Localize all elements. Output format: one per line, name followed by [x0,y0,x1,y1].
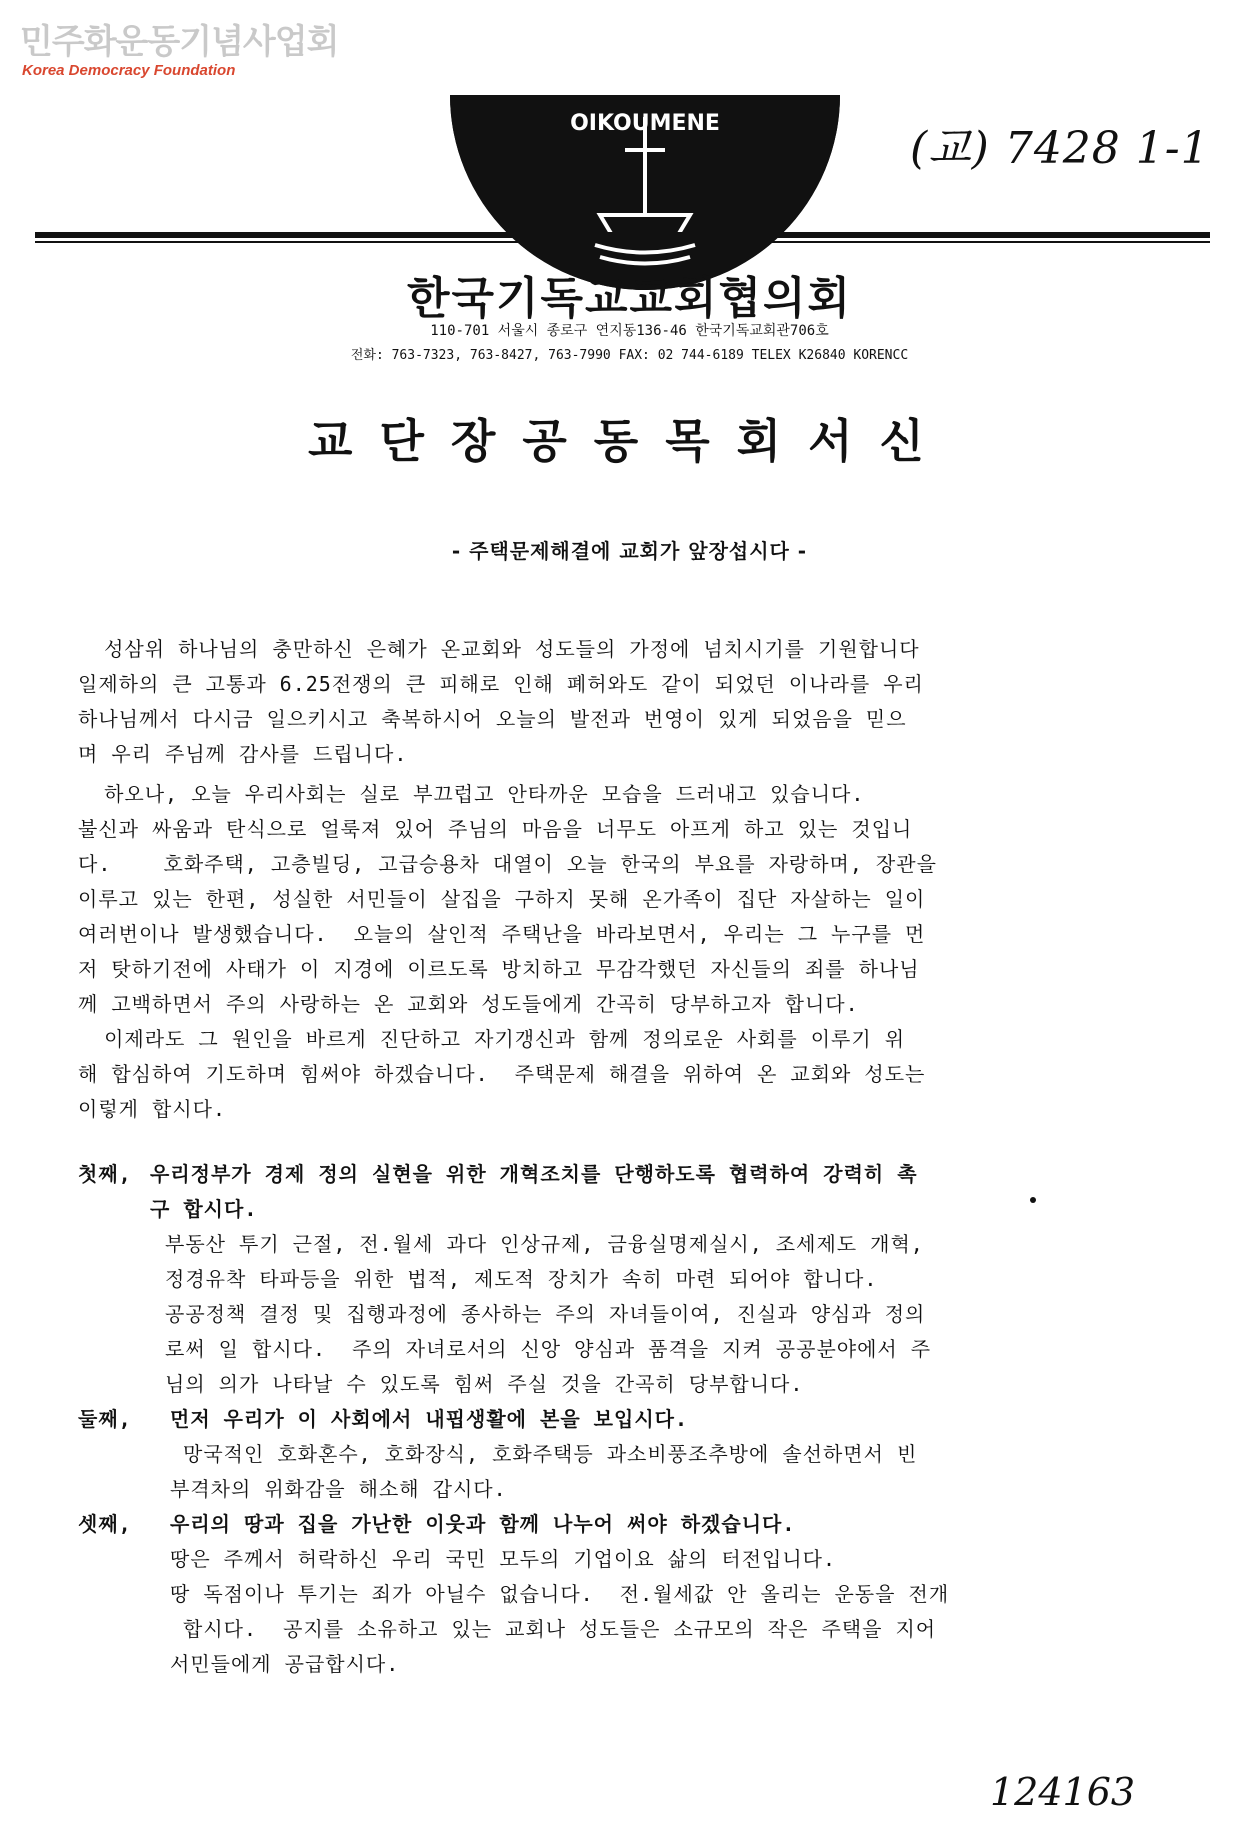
watermark-english: Korea Democracy Foundation [22,62,236,79]
section-1-body-2: 공공정책 결정 및 집행과정에 종사하는 주의 자녀들이여, 진실과 양심과 정의 로써 일 합시다. 주의 자녀로서의 신앙 양심과 품격을 지켜 공공분야에서 주 님의 의가 나타날 수 있도록 힘써 주실 것을 간곡히 당부합니다. [165,1302,932,1396]
organization-name: 한국기독교교회협의회 [406,273,853,324]
section-3-label: 셋째, [78,1512,132,1536]
section-1-label: 첫째, [78,1162,132,1186]
organization-phone: 전화: 763-7323, 763-8427, 763-7990 FAX: 02 744-6189 TELEX K26840 KORENCC [350,348,909,363]
scan-dot [1030,1197,1036,1203]
document-title: 교단장공동목회서신 [308,414,951,468]
watermark-korean: 민주화운동기념사업회 [20,22,339,62]
emblem-text: OIKOUMENE [570,111,720,136]
header-rule [35,232,1210,238]
paragraph-1: 성삼위 하나님의 충만하신 은혜가 온교회와 성도들의 가정에 넘치시기를 기원합니다 일제하의 큰 고통과 6.25전쟁의 큰 피해로 인해 폐허와도 같이 되었던 이나라를 우리 하나님께서 다시금 일으키시고 축복하시어 오늘의 발전과 번영이 있게 되었음을 믿으 며 우리 주님께 감사를 드립니다. [78,637,924,766]
handwritten-document-number: (교) 7428 1-1 [910,123,1210,174]
section-1-body-1: 부동산 투기 근절, 전.월세 과다 인상규제, 금융실명제실시, 조세제도 개혁, 정경유착 타파등을 위한 법적, 제도적 장치가 속히 마련 되어야 합니다. [165,1232,924,1291]
section-1-heading: 우리정부가 경제 정의 실현을 위한 개혁조치를 단행하도록 협력하여 강력히 촉 구 합시다. [150,1162,918,1221]
handwritten-page-number: 124163 [990,1770,1136,1814]
organization-address: 110-701 서울시 종로구 연지동136-46 한국기독교회관706호 [430,323,829,339]
paragraph-2: 하오나, 오늘 우리사회는 실로 부끄럽고 안타까운 모습을 드러내고 있습니다. 불신과 싸움과 탄식으로 얼룩져 있어 주님의 마음을 너무도 아프게 하고 있는 것입니 다. 호화주택, 고층빌딩, 고급승용차 대열이 오늘 한국의 부요를 자랑하며, 장관을 이루고 있는 한편, 성실한 서민들이 살집을 구하지 못해 온가족이 집단 자살하는 일이 여러번이나 발생했습니다. 오늘의 살인적 주택난을 바라보면서, 우리는 그 누구를 먼 저 탓하기전에 사태가 이 지경에 이르도록 방치하고 무감각했던 자신들의 죄를 하나님 께 고백하면서 주의 사랑하는 온 교회와 성도들에게 간곡히 당부하고자 합니다. [78,782,937,1016]
paragraph-3: 이제라도 그 원인을 바르게 진단하고 자기갱신과 함께 정의로운 사회를 이루기 위 해 합심하여 기도하며 힘써야 하겠습니다. 주택문제 해결을 위하여 온 교회와 성도는 이렇게 합시다. [78,1027,926,1121]
section-2-label: 둘째, [78,1407,132,1431]
section-2-body-1: 망국적인 호화혼수, 호화장식, 호화주택등 과소비풍조추방에 솔선하면서 빈 부격차의 위화감을 해소해 갑시다. [170,1442,918,1501]
section-2-heading: 먼저 우리가 이 사회에서 내핍생활에 본을 보입시다. [170,1407,689,1431]
document-subtitle: - 주택문제해결에 교회가 앞장섭시다 - [451,539,808,563]
section-3-heading: 우리의 땅과 집을 가난한 이웃과 함께 나누어 써야 하겠습니다. [170,1512,796,1536]
section-3-body-1: 땅은 주께서 허락하신 우리 국민 모두의 기업이요 삶의 터전입니다. 땅 독점이나 투기는 죄가 아닐수 없습니다. 전.월세값 안 올리는 운동을 전개 합시다. 공지를 소유하고 있는 교회나 성도들은 소규모의 작은 주택을 지어 서민들에게 공급합시다. [170,1547,950,1676]
header-rule-thin [35,241,1210,243]
